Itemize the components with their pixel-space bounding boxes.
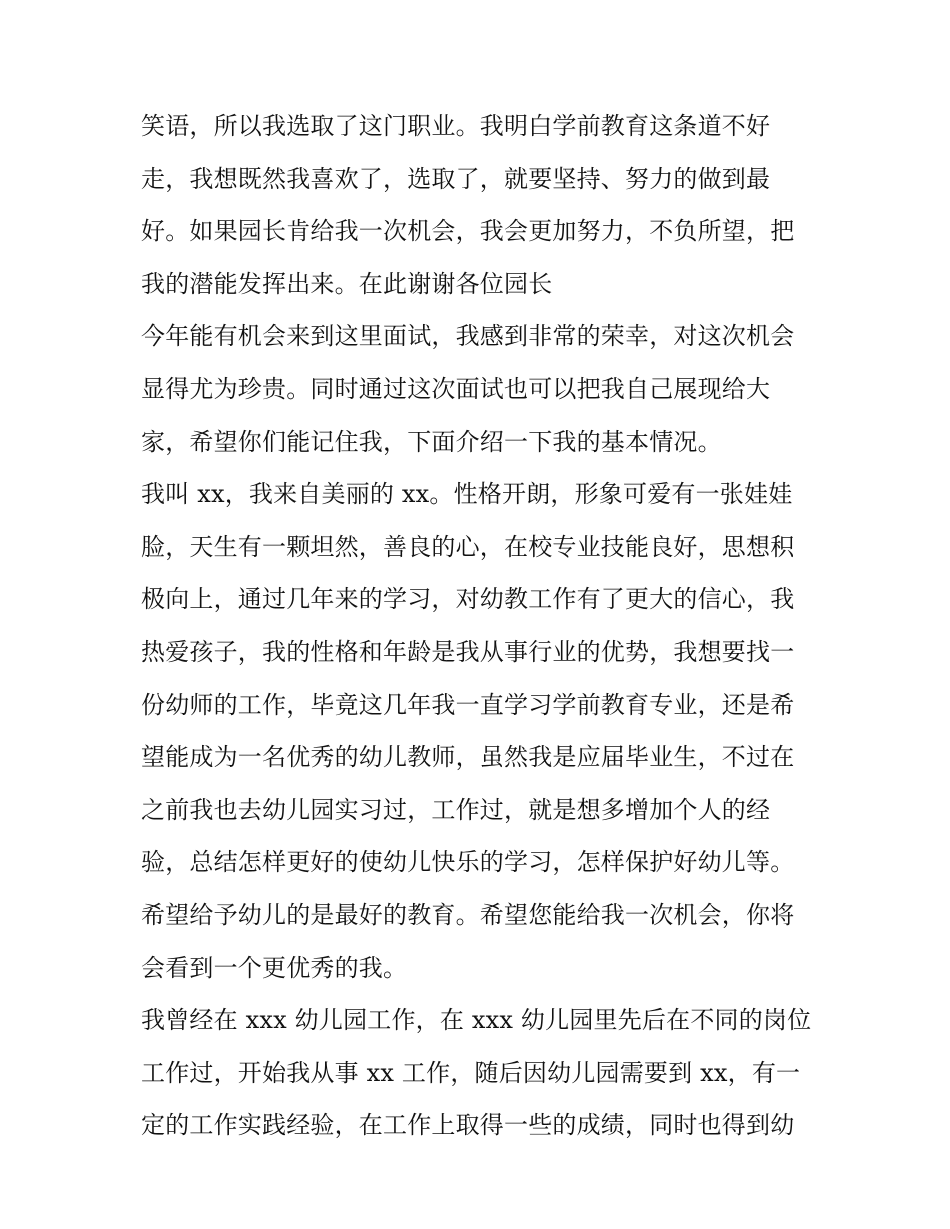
text-line: 显得尤为珍贵。同时通过这次面试也可以把我自己展现给大 — [141, 374, 771, 403]
text-line: 极向上，通过几年来的学习，对幼教工作有了更大的信心，我 — [141, 585, 795, 614]
text-line: 份幼师的工作，毕竟这几年我一直学习学前教育专业，还是希 — [141, 690, 795, 719]
text-line: 我的潜能发挥出来。在此谢谢各位园长 — [141, 269, 553, 298]
text-line: 我曾经在 xxx 幼儿园工作，在 xxx 幼儿园里先后在不同的岗位 — [141, 1006, 812, 1035]
text-line: 之前我也去幼儿园实习过，工作过，就是想多增加个人的经 — [141, 795, 771, 824]
text-line: 我叫 xx，我来自美丽的 xx。性格开朗，形象可爱有一张娃娃 — [141, 480, 793, 509]
text-line: 定的工作实践经验，在工作上取得一些的成绩，同时也得到幼 — [141, 1111, 795, 1140]
text-line: 会看到一个更优秀的我。 — [141, 953, 408, 982]
text-line: 走，我想既然我喜欢了，选取了，就要坚持、努力的做到最 — [141, 164, 771, 193]
text-line: 验，总结怎样更好的使幼儿快乐的学习，怎样保护好幼儿等。 — [141, 848, 795, 877]
text-line: 今年能有机会来到这里面试，我感到非常的荣幸，对这次机会 — [141, 322, 795, 351]
text-line: 望能成为一名优秀的幼儿教师，虽然我是应届毕业生，不过在 — [141, 743, 795, 772]
text-line: 热爱孩子，我的性格和年龄是我从事行业的优势，我想要找一 — [141, 637, 795, 666]
text-line: 希望给予幼儿的是最好的教育。希望您能给我一次机会，你将 — [141, 900, 795, 929]
body-text — [141, 100, 821, 1152]
text-line: 笑语，所以我选取了这门职业。我明白学前教育这条道不好 — [141, 112, 771, 140]
text-line: 工作过，开始我从事 xx 工作，随后因幼儿园需要到 xx，有一 — [141, 1058, 801, 1087]
text-line: 好。如果园长肯给我一次机会，我会更加努力，不负所望，把 — [141, 217, 795, 246]
text-line: 脸，天生有一颗坦然，善良的心，在校专业技能良好，思想积 — [141, 532, 795, 561]
text-line: 家，希望你们能记住我，下面介绍一下我的基本情况。 — [141, 427, 722, 456]
